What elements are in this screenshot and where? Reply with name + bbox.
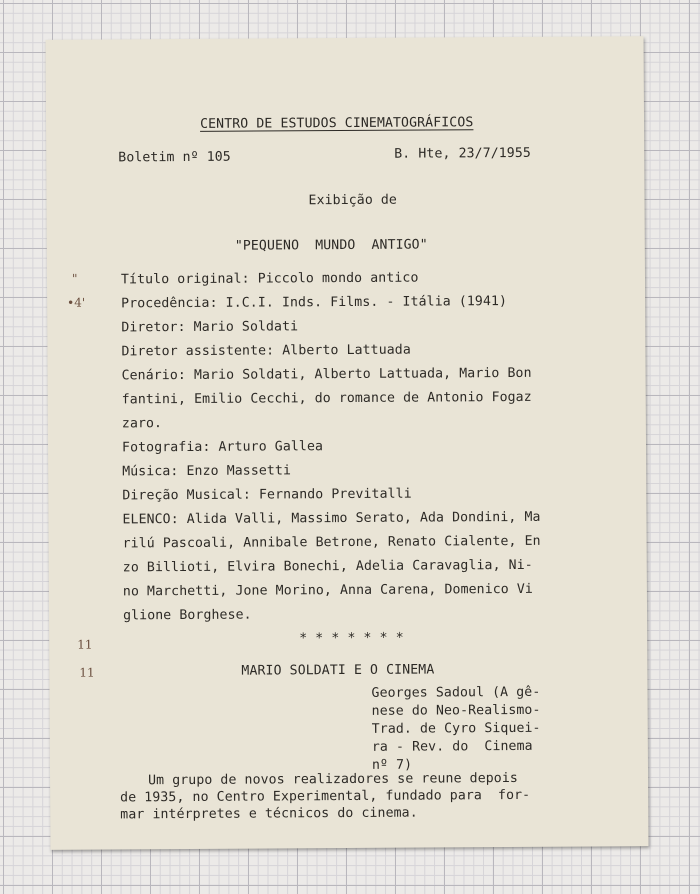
separator: * * * * * * * — [299, 630, 404, 647]
section-title: MARIO SOLDATI E O CINEMA — [241, 662, 435, 679]
margin-mark: 11 — [77, 637, 93, 652]
credit-line: Diretor: Mario Soldati — [121, 319, 299, 336]
margin-mark: 11 — [79, 665, 95, 680]
credit-line: rilú Pascoali, Annibale Betrone, Renato Cialente, En — [122, 533, 541, 552]
credit-line: Título original: Piccolo mondo antico — [120, 270, 419, 288]
credit-line: Diretor assistente: Alberto Lattuada — [121, 342, 411, 360]
exhibition-label: Exibição de — [308, 192, 398, 209]
bulletin-number: Boletim nº 105 — [118, 149, 231, 166]
credit-line: glione Borghese. — [123, 607, 252, 624]
citation-line: ra - Rev. do Cinema — [371, 738, 533, 755]
citation-line: nese do Neo-Realismo- — [371, 702, 541, 719]
margin-mark: •4' — [67, 295, 86, 310]
citation-line: nº 7) — [371, 757, 413, 773]
header-title: CENTRO DE ESTUDOS CINEMATOGRÁFICOS — [200, 115, 474, 132]
body-line: mar intérpretes e técnicos do cinema. — [120, 805, 418, 823]
place-date: B. Hte, 23/7/1955 — [394, 145, 531, 162]
credit-line: no Marchetti, Jone Morino, Anna Carena, Domenico Vi — [122, 581, 533, 600]
film-title: "PEQUENO MUNDO ANTIGO" — [234, 237, 428, 254]
credit-line: Cenário: Mario Soldati, Alberto Lattuada, Mario Bon — [121, 365, 532, 384]
margin-mark: " — [71, 271, 78, 286]
credit-line: Música: Enzo Massetti — [122, 463, 292, 480]
credit-line: Direção Musical: Fernando Previtalli — [122, 486, 412, 504]
citation-line: Georges Sadoul (A gê- — [371, 684, 541, 701]
document-page — [46, 36, 649, 850]
credit-line: Fotografia: Arturo Gallea — [121, 439, 324, 456]
credit-line: fantini, Emilio Cecchi, do romance de Antonio Fogaz — [121, 389, 532, 408]
citation-line: Trad. de Cyro Siquei- — [371, 720, 541, 737]
credit-line: zo Billioti, Elvira Bonechi, Adelia Caravaglia, Ni- — [122, 557, 533, 576]
body-line: Um grupo de novos realizadores se reune depois — [148, 770, 518, 789]
body-line: de 1935, no Centro Experimental, fundado para for- — [120, 787, 531, 806]
credit-line: zaro. — [121, 416, 163, 432]
credit-line: ELENCO: Alida Valli, Massimo Serato, Ada Dondini, Ma — [122, 509, 541, 528]
credit-line: Procedência: I.C.I. Inds. Films. - Itália (1941) — [121, 294, 508, 312]
